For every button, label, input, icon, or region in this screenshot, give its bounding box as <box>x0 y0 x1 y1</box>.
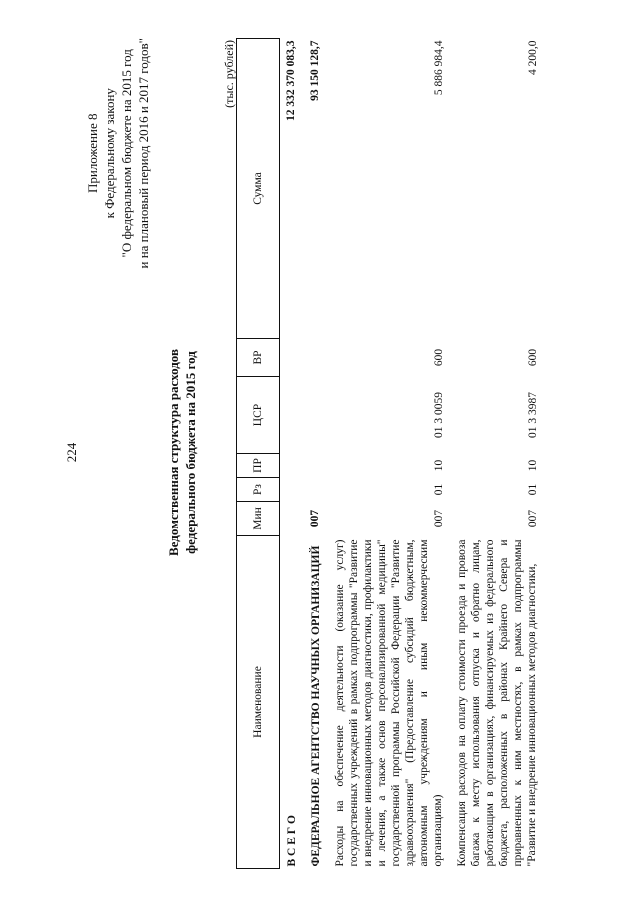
title-line-1: Ведомственная структура расходов <box>166 349 181 556</box>
table-row <box>280 39 305 869</box>
table-row <box>450 39 544 869</box>
row-name: ФЕДЕРАЛЬНОЕ АГЕНТСТВО НАУЧНЫХ ОРГАНИЗАЦИЙ <box>310 545 322 867</box>
header-name: Наименование <box>237 536 280 869</box>
row-sum: 12 332 370 083,3 <box>285 40 297 121</box>
row-rz <box>280 478 305 502</box>
row-csr <box>280 377 305 454</box>
appendix-line: Приложение 8 <box>85 113 100 194</box>
row-vr: 600 <box>433 348 445 367</box>
row-csr: 01 3 0059 <box>433 392 445 438</box>
row-csr <box>304 377 328 454</box>
page-number: 224 <box>64 442 79 463</box>
header-sum: Сумма <box>237 39 280 339</box>
row-sum: 93 150 128,7 <box>309 40 321 101</box>
table-row <box>328 39 450 869</box>
header-rz: Рз <box>237 478 280 502</box>
header-vr: ВР <box>237 339 280 377</box>
row-pr: 10 <box>433 459 445 472</box>
row-sum: 4 200,0 <box>527 40 539 75</box>
appendix-line: "О федеральном бюджете на 2015 год <box>119 49 134 258</box>
row-vr <box>280 339 305 377</box>
row-min: 007 <box>527 509 539 528</box>
row-csr: 01 3 3987 <box>527 392 539 438</box>
row-vr <box>304 339 328 377</box>
row-min <box>280 502 305 536</box>
row-sum: 5 886 984,4 <box>433 40 445 96</box>
row-pr <box>280 454 305 478</box>
units-label: (тыс. рублей) <box>222 40 236 108</box>
table-header-row <box>237 39 280 869</box>
row-rz <box>304 478 328 502</box>
header-min: Мин <box>237 502 280 536</box>
row-min: 007 <box>433 509 445 528</box>
row-name: В С Е Г О <box>286 815 298 867</box>
row-vr: 600 <box>527 348 539 367</box>
row-rz: 01 <box>527 483 539 496</box>
appendix-line: к Федеральному закону <box>102 88 117 219</box>
row-pr: 10 <box>527 459 539 472</box>
row-rz: 01 <box>433 483 445 496</box>
row-name: Расходы на обеспечение деятельности (оказание услуг) государственных учреждений в рамках подпрограммы "Развитие и внедрение инновационных методов диагностики, профилактики и лечения, а также основ персонализированной медицины" государственной программы Российской Федерации "Развитие здравоохранения" (Предоставление субсидий бюджетным, автономным учреждениям и иным некоммерческим организациям) <box>334 539 444 867</box>
row-pr <box>304 454 328 478</box>
expenditure-table <box>236 38 544 869</box>
document-title <box>165 0 199 905</box>
title-line-2: федерального бюджета на 2015 год <box>183 351 198 554</box>
header-pr: ПР <box>237 454 280 478</box>
row-name: Компенсация расходов на оплату стоимости проезда и провоза багажа к месту использования отпуска и обратно лицам, работающим в организациях, финансируемых из федерального бюджета, расположенных в районах Крайнего Севера и приравненных к ним местностях, в рамках подпрограммы "Развитие и внедрение инновационных методов диагностики, <box>456 539 538 867</box>
header-csr: ЦСР <box>237 377 280 454</box>
row-min: 007 <box>309 509 321 528</box>
appendix-line: и на плановый период 2016 и 2017 годов" <box>136 38 151 269</box>
appendix-header <box>84 38 152 269</box>
table-row <box>304 39 328 869</box>
